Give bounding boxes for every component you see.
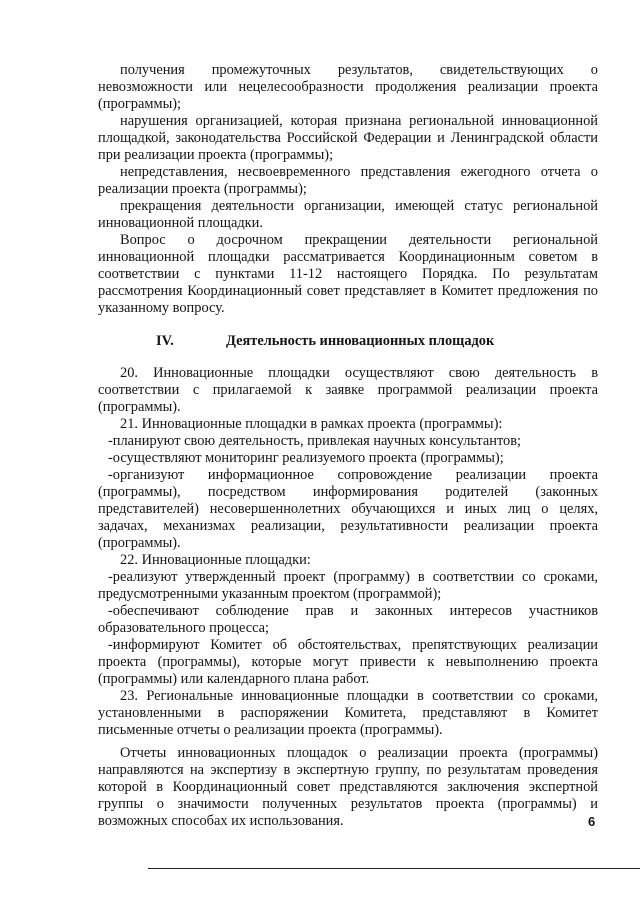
text-line: при реализации проекта (программы); xyxy=(98,147,334,163)
text-line: представителей) несовершеннолетних обучающихся и иных лиц о целях, xyxy=(98,501,598,517)
text-line: реализации проекта (программы); xyxy=(98,181,307,197)
bottom-scan-line xyxy=(148,868,640,869)
text-line: соответствии с прилагаемой к заявке программой реализации проекта xyxy=(98,382,598,398)
text-line: предусмотренными указанным проектом (программой); xyxy=(98,586,442,602)
section-title: Деятельность инновационных площадок xyxy=(226,333,495,349)
text-line: группы о значимости полученных результатов проекта (программы) и xyxy=(98,796,598,812)
text-line: образовательного процесса; xyxy=(98,620,270,636)
page-number: 6 xyxy=(588,814,596,829)
text-line: (программы). xyxy=(98,399,181,415)
text-line: -реализуют утвержденный проект (программу) в соответствии со сроками, xyxy=(108,569,598,585)
text-line: (программы). xyxy=(98,535,181,551)
text-line: Отчеты инновационных площадок о реализации проекта (программы) xyxy=(120,745,598,761)
text-line: площадкой, законодательства Российской Федерации и Ленинградской области xyxy=(98,130,598,146)
text-line: (программы); xyxy=(98,96,182,112)
section-number: IV. xyxy=(156,333,174,349)
text-line: инновационной площадки. xyxy=(98,215,263,231)
text-line: 20. Инновационные площадки осуществляют свою деятельность в xyxy=(120,365,598,381)
text-line: получения промежуточных результатов, свидетельствующих о xyxy=(120,62,598,78)
text-line: 22. Инновационные площадки: xyxy=(120,552,311,568)
text-line: Вопрос о досрочном прекращении деятельности региональной xyxy=(120,232,598,248)
text-line: 21. Инновационные площадки в рамках проекта (программы): xyxy=(120,416,503,432)
text-line: письменные отчеты о реализации проекта (программы). xyxy=(98,722,443,738)
text-line: (программы) или календарного плана работ. xyxy=(98,671,370,687)
text-line: направляются на экспертизу в экспертную группу, по результатам проведения xyxy=(98,762,598,778)
text-line: проекта (программы), которые могут привести к невыполнению проекта xyxy=(98,654,598,670)
text-line: непредставления, несвоевременного представления ежегодного отчета о xyxy=(120,164,598,180)
text-line: -организуют информационное сопровождение реализации проекта xyxy=(108,467,598,483)
text-line: указанному вопросу. xyxy=(98,300,225,316)
text-line: -информируют Комитет об обстоятельствах, препятствующих реализации xyxy=(108,637,598,653)
text-line: нарушения организацией, которая признана региональной инновационной xyxy=(120,113,598,129)
text-line: рассмотрения Координационный совет представляет в Комитет предложения по xyxy=(98,283,598,299)
text-line: установленными в распоряжении Комитета, представляют в Комитет xyxy=(98,705,598,721)
text-line: которой в Координационный совет представляются заключения экспертной xyxy=(98,779,598,795)
text-line: возможных способах их использования. xyxy=(98,813,344,829)
text-line: прекращения деятельности организации, имеющей статус региональной xyxy=(120,198,598,214)
text-line: -планируют свою деятельность, привлекая научных консультантов; xyxy=(108,433,522,449)
text-line: -осуществляют мониторинг реализуемого проекта (программы); xyxy=(108,450,504,466)
text-line: -обеспечивают соблюдение прав и законных интересов участников xyxy=(108,603,598,619)
text-line: 23. Региональные инновационные площадки в соответствии со сроками, xyxy=(120,688,598,704)
text-line: (программы), посредством информирования родителей (законных xyxy=(98,484,598,500)
text-line: инновационной площадки рассматривается Координационным советом в xyxy=(98,249,598,265)
text-line: соответствии с пунктами 11-12 настоящего Порядка. По результатам xyxy=(98,266,598,282)
text-line: задачах, механизмах реализации, результативности реализации проекта xyxy=(98,518,598,534)
text-line: невозможности или нецелесообразности продолжения реализации проекта xyxy=(98,79,598,95)
